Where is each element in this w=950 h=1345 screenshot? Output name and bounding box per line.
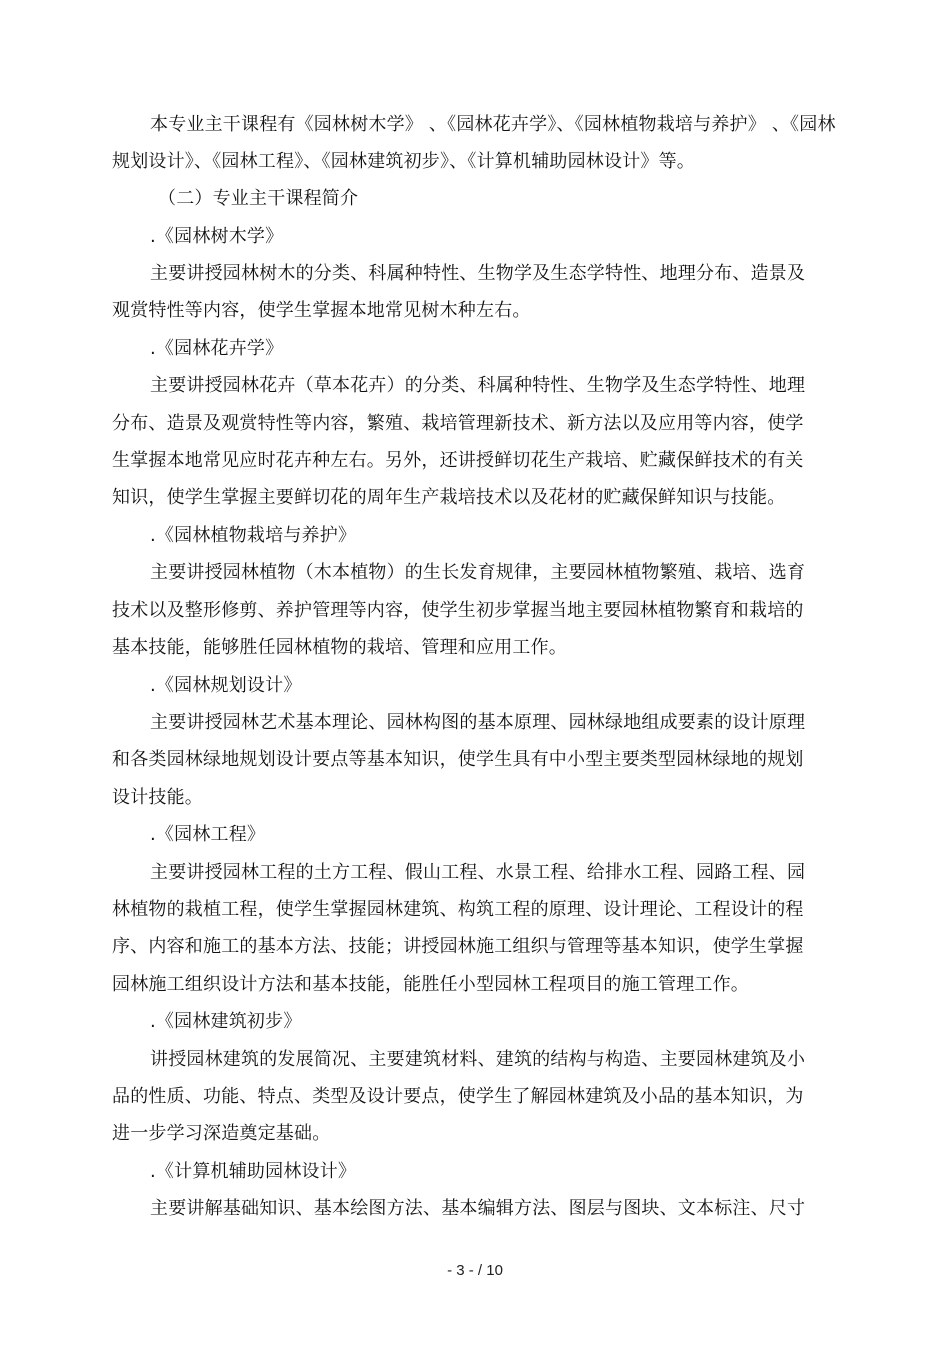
- course-2-line-2: 分布、造景及观赏特性等内容，繁殖、栽培管理新技术、新方法以及应用等内容，使学: [112, 413, 804, 434]
- course-6-line-2: 品的性质、功能、特点、类型及设计要点，使学生了解园林建筑及小品的基本知识，为: [112, 1086, 804, 1107]
- section-heading: （二）专业主干课程简介: [158, 188, 359, 209]
- course-4-line-2: 和各类园林绿地规划设计要点等基本知识，使学生具有中小型主要类型园林绿地的规划: [112, 749, 804, 770]
- course-7-line-1: 主要讲解基础知识、基本绘图方法、基本编辑方法、图层与图块、文本标注、尺寸: [150, 1198, 806, 1219]
- course-2-line-1: 主要讲授园林花卉（草本花卉）的分类、科属种特性、生物学及生态学特性、地理: [150, 375, 806, 396]
- course-3-line-3: 基本技能，能够胜任园林植物的栽培、管理和应用工作。: [112, 637, 567, 658]
- course-1-line-2: 观赏特性等内容，使学生掌握本地常见树木种左右。: [112, 300, 531, 321]
- intro-line-1: 本专业主干课程有《园林树木学》 、《园林花卉学》、《园林植物栽培与养护》 、《园林: [150, 114, 836, 135]
- course-5-line-3: 序、内容和施工的基本方法、技能；讲授园林施工组织与管理等基本知识，使学生掌握: [112, 936, 804, 957]
- page-number: - 3 - / 10: [447, 1262, 503, 1279]
- course-3-line-2: 技术以及整形修剪、养护管理等内容，使学生初步掌握当地主要园林植物繁育和栽培的: [112, 600, 804, 621]
- course-5-line-1: 主要讲授园林工程的土方工程、假山工程、水景工程、给排水工程、园路工程、园: [150, 862, 806, 883]
- course-title-1: .《园林树木学》: [150, 226, 284, 247]
- course-4-line-1: 主要讲授园林艺术基本理论、园林构图的基本原理、园林绿地组成要素的设计原理: [150, 712, 806, 733]
- intro-line-2: 规划设计》、《园林工程》、《园林建筑初步》、《计算机辅助园林设计》等。: [112, 151, 695, 172]
- course-title-2: .《园林花卉学》: [150, 338, 284, 359]
- course-2-line-4: 知识，使学生掌握主要鲜切花的周年生产栽培技术以及花材的贮藏保鲜知识与技能。: [112, 487, 786, 508]
- course-4-line-3: 设计技能。: [112, 787, 203, 808]
- course-title-4: .《园林规划设计》: [150, 675, 302, 696]
- course-5-line-4: 园林施工组织设计方法和基本技能，能胜任小型园林工程项目的施工管理工作。: [112, 974, 749, 995]
- course-6-line-1: 讲授园林建筑的发展简况、主要建筑材料、建筑的结构与构造、主要园林建筑及小: [150, 1049, 806, 1070]
- course-title-6: .《园林建筑初步》: [150, 1011, 302, 1032]
- course-5-line-2: 林植物的栽植工程，使学生掌握园林建筑、构筑工程的原理、设计理论、工程设计的程: [112, 899, 804, 920]
- course-3-line-1: 主要讲授园林植物（木本植物）的生长发育规律，主要园林植物繁殖、栽培、选育: [150, 562, 806, 583]
- course-title-7: .《计算机辅助园林设计》: [150, 1161, 357, 1182]
- course-title-5: .《园林工程》: [150, 824, 266, 845]
- course-title-3: .《园林植物栽培与养护》: [150, 525, 357, 546]
- course-1-line-1: 主要讲授园林树木的分类、科属种特性、生物学及生态学特性、地理分布、造景及: [150, 263, 806, 284]
- course-6-line-3: 进一步学习深造奠定基础。: [112, 1123, 331, 1144]
- course-2-line-3: 生掌握本地常见应时花卉种左右。另外，还讲授鲜切花生产栽培、贮藏保鲜技术的有关: [112, 450, 804, 471]
